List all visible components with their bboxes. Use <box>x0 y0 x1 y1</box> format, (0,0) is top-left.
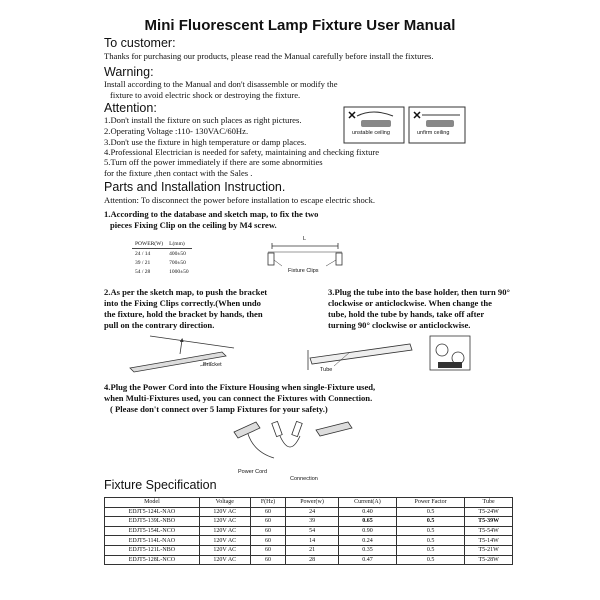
step-4-line-1: 4.Plug the Power Cord into the Fixture Housing when single-Fixture used, <box>104 382 376 392</box>
step-1-line-1: 1.According to the database and sketch map, to fix the two <box>104 209 319 219</box>
model-cell: EDJT5-139L-NBO <box>105 517 200 527</box>
current-cell: 0.90 <box>338 526 396 536</box>
step-1-line-2: pieces Fixing Clip on the ceiling by M4 screw. <box>110 220 277 230</box>
power-length-table <box>132 239 192 276</box>
frequency-cell: 60 <box>250 536 286 546</box>
current-cell: 0.40 <box>338 507 396 517</box>
step-3-line-3: tube, hold the tube by hands, take off after <box>328 309 485 319</box>
power-cell: 54 / 28 <box>135 268 151 275</box>
model-cell: EDJT5-114L-NAO <box>105 536 200 546</box>
warning-heading: Warning: <box>104 65 154 79</box>
unfirm-ceiling-figure <box>408 106 466 144</box>
voltage-cell: 120V AC <box>199 526 250 536</box>
customer-text: Thanks for purchasing our products, please read the Manual carefully before install the fixtures. <box>104 51 434 61</box>
tube-cell: T5-24W <box>465 507 513 517</box>
model-cell: EDJT5-128L-NCO <box>105 555 200 565</box>
power-cell: 24 / 14 <box>135 250 151 257</box>
parts-attention: Attention: To disconnect the power before installation to escape electric shock. <box>104 195 376 205</box>
table-row <box>105 507 513 517</box>
attention-item-4: 4.Professional Electrician is needed for safety, maintaining and checking fixture <box>104 147 380 157</box>
step-2-line-1: 2.As per the sketch map, to push the bracket <box>104 287 268 297</box>
frequency-cell: 60 <box>250 526 286 536</box>
attention-item-3: 3.Don't use the fixture in high temperature or damp places. <box>104 137 307 147</box>
attention-item-1: 1.Don't install the fixture on such places as right pictures. <box>104 115 302 125</box>
unstable-ceiling-figure <box>343 106 405 144</box>
spec-header-tube: Tube <box>465 498 513 508</box>
step-3-line-1: 3.Plug the tube into the base holder, then turn 90° <box>328 287 510 297</box>
spec-header-power-factor: Power Factor <box>397 498 465 508</box>
length-cell: 1000±50 <box>169 268 189 275</box>
length-cell: 400±50 <box>169 250 186 257</box>
power-header: POWER(W) <box>132 239 166 249</box>
page-title: Mini Fluorescent Lamp Fixture User Manual <box>144 17 456 34</box>
spec-heading: Fixture Specification <box>104 478 217 492</box>
voltage-cell: 120V AC <box>199 555 250 565</box>
voltage-cell: 120V AC <box>199 517 250 527</box>
step-3-line-4: turning 90° clockwise or anticlockwise. <box>328 320 471 330</box>
attention-item-6: for the fixture ,then contact with the Sales . <box>104 168 253 178</box>
warning-line-1: Install according to the Manual and don't disassemble or modify the <box>104 79 338 89</box>
voltage-cell: 120V AC <box>199 536 250 546</box>
step-2-line-4: pull on the contrary direction. <box>104 320 215 330</box>
power-cord-connection-sketch <box>230 418 360 464</box>
voltage-cell: 120V AC <box>199 507 250 517</box>
current-cell: 0.35 <box>338 545 396 555</box>
table-row <box>105 536 513 546</box>
power-cell: 24 <box>286 507 339 517</box>
power-factor-cell: 0.5 <box>397 536 465 546</box>
length-header: L(mm) <box>166 239 192 249</box>
tube-cell: T5-14W <box>465 536 513 546</box>
spec-header-model: Model <box>105 498 200 508</box>
fixture-clips-label: Fixture Clips <box>288 268 319 274</box>
table-row <box>105 545 513 555</box>
power-factor-cell: 0.5 <box>397 555 465 565</box>
step-2-line-3: the fixture, hold the bracket by hands, then <box>104 309 263 319</box>
power-cell: 28 <box>286 555 339 565</box>
frequency-cell: 60 <box>250 507 286 517</box>
model-cell: EDJT5-124L-NAO <box>105 507 200 517</box>
attention-heading: Attention: <box>104 101 157 115</box>
model-cell: EDJT5-121L-NBO <box>105 545 200 555</box>
spec-header-power: Power(w) <box>286 498 339 508</box>
frequency-cell: 60 <box>250 555 286 565</box>
bracket-sketch <box>122 332 242 380</box>
power-factor-cell: 0.5 <box>397 517 465 527</box>
attention-item-5: 5.Turn off the power immediately if there are some abnormities <box>104 157 323 167</box>
warning-line-2: fixture to avoid electric shock or destroying the fixture. <box>110 90 301 100</box>
connection-label: Connection <box>290 476 318 482</box>
current-cell: 0.47 <box>338 555 396 565</box>
spec-header-row <box>105 498 513 508</box>
power-cell: 21 <box>286 545 339 555</box>
current-cell: 0.65 <box>338 517 396 527</box>
voltage-cell: 120V AC <box>199 545 250 555</box>
spec-header-current: Current(A) <box>338 498 396 508</box>
step-2-line-2: into the Fixing Clips correctly.(When undo <box>104 298 261 308</box>
step-4-line-3: ( Please don't connect over 5 lamp Fixtures for your safety.) <box>110 404 328 414</box>
power-factor-cell: 0.5 <box>397 545 465 555</box>
table-row <box>105 517 513 527</box>
current-cell: 0.24 <box>338 536 396 546</box>
length-l-label: L <box>303 236 307 242</box>
power-factor-cell: 0.5 <box>397 507 465 517</box>
bracket-label: Bracket <box>203 362 222 368</box>
unfirm-ceiling-label: unfirm ceiling <box>417 130 450 136</box>
customer-heading: To customer: <box>104 36 176 50</box>
power-cell: 39 <box>286 517 339 527</box>
tube-cell: T5-21W <box>465 545 513 555</box>
parts-heading: Parts and Installation Instruction. <box>104 180 286 194</box>
frequency-cell: 60 <box>250 545 286 555</box>
attention-item-2: 2.Operating Voltage :110- 130VAC/60Hz. <box>104 126 249 136</box>
power-cell: 39 / 21 <box>135 259 151 266</box>
power-cord-label: Power Cord <box>238 469 268 475</box>
unstable-ceiling-label: unstable ceiling <box>352 130 390 136</box>
power-cell: 54 <box>286 526 339 536</box>
power-cell: 14 <box>286 536 339 546</box>
spec-table <box>104 497 513 565</box>
length-cell: 700±50 <box>169 259 186 266</box>
table-row <box>105 526 513 536</box>
frequency-cell: 60 <box>250 517 286 527</box>
step-4-line-2: when Multi-Fixtures used, you can connect the Fixtures with Connection. <box>104 393 373 403</box>
model-cell: EDJT5-154L-NCO <box>105 526 200 536</box>
spec-header-frequency: F(Hz) <box>250 498 286 508</box>
tube-cell: T5-54W <box>465 526 513 536</box>
fixture-clips-sketch <box>262 238 348 272</box>
tube-cell: T5-39W <box>465 517 513 527</box>
power-factor-cell: 0.5 <box>397 526 465 536</box>
table-row <box>105 555 513 565</box>
step-3-line-2: clockwise or anticlockwise. When change the <box>328 298 492 308</box>
tube-cell: T5-28W <box>465 555 513 565</box>
tube-label: Tube <box>320 367 333 373</box>
spec-header-voltage: Voltage <box>199 498 250 508</box>
